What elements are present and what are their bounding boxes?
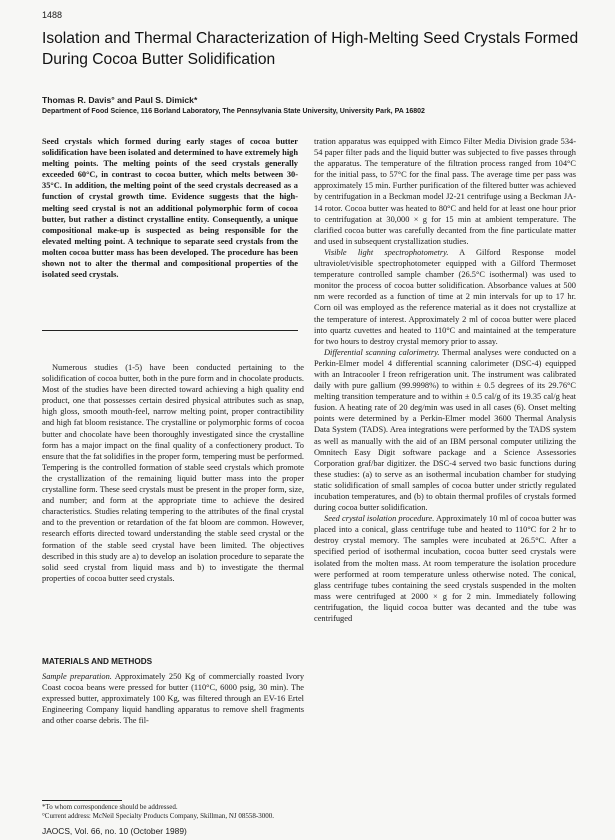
sample-prep-label: Sample preparation. [42,672,112,681]
spectrophotometry-text: A Gilford Response model ultraviolet/visible spectrophotometer equipped with a Gilford Thermoset temperature controlled sample chamber (26.5°C isothermal) was used to monitor the process of cocoa butter solidification. Absorbance values at 500 nm were recorded as a function of time at 2 min intervals for up to 17 hr. Corn oil was employed as the reference material as it does not crystallize at the temperature of interest. Approximately 2 ml of cocoa butter were placed into quartz cuvettes and heated to 110°C and maintained at the temperature for two hours to destroy crystal memory prior to assay. [314,247,576,346]
methods-section [42,671,304,787]
abstract: Seed crystals which formed during early stages of cocoa butter solidification have been isolated and determined to have extremely high melting points. The melting points of the seed crystals generally exceeded 60°C, in contrast to cocoa butter, which melts between 30-35°C. In addition, the melting point of the seed crystals decreased as a function of crystal growth time. Evidence suggests that the high-melting seed crystal is not an additional polymorphic form of cocoa butter, but rather a distinct crystalline entity. Consequently, a unique compositional make-up is suspected as being responsible for the elevated melting point. A technique to separate seed crystals from the molten cocoa butter mass has been developed. The procedure has been shown not to alter the thermal and compositional properties of the isolated seed crystals. [42,137,298,280]
author-line: Thomas R. Davis° and Paul S. Dimick* [42,95,198,105]
introduction-section [42,362,304,640]
isolation-label: Seed crystal isolation procedure. [324,514,435,524]
affiliation: Department of Food Science, 116 Borland Laboratory, The Pennsylvania State University, University Park, PA 16802 [42,108,425,115]
spectrophotometry-label: Visible light spectrophotometry. [324,247,449,257]
journal-footer: JAOCS, Vol. 66, no. 10 (October 1989) [42,826,187,836]
filtration-paragraph: tration apparatus was equipped with Eimco Filter Media Division grade 534-54 paper filter pads and the liquid butter was subjected to five passes through the apparatus. The temperature of the filtration process ranged from 104°C for the initial pass, to 57°C for the final pass. The average time per pass was approximately 15 min. Further purification of the filtered butter was achieved by centrifugation in a Beckman model J2-21 centrifuge using a Beckman JA-14 rotor. Cocoa butter was heated to 80°C and held for at least one hour prior to centrifugation at 30,000 × g for 15 min at ambient temperature. The clarified cocoa butter was carefully decanted from the fine particulate matter and used in subsequent crystallization studies. [314,137,576,246]
introduction-paragraph: Numerous studies (1-5) have been conducted pertaining to the solidification of cocoa butter, both in the pure form and in chocolate products. Most of the studies have been directed toward achieving a high quality end product, one that possesses certain desired physical attributes such as snap, high gloss, smooth mouth-feel, narrow melting point, proper contractibility and high fat bloom resistance. The crystalline or polymorphic forms of cocoa butter and chocolate have been thoroughly investigated since the crystalline form has a major impact on the final quality of a confectionery product. To ensure that the fat solidifies in the proper form, tempering must be performed. Tempering is the controlled formation of stable seed crystals which promote the crystallization of the remaining liquid butter mass into the proper crystalline form. These seed crystals must be present in the proper form, size, and number; and form at the appropriate time to achieve the desired characteristics. Studies relating tempering to the attributes of the final crystal and to the prevention or retardation of the fat bloom are common. However, research efforts directed toward understanding the stable seed crystal or the formation of the stable seed crystal have been limited. The objectives described in this study are a) to develop an isolation procedure to separate the solid seed crystal from liquid mass and b) to investigate the thermal properties of cocoa butter seed crystals. [42,363,304,583]
paper-title: Isolation and Thermal Characterization of High-Melting Seed Crystals Formed During Cocoa Butter Solidification [42,30,579,68]
dsc-text: Thermal analyses were conducted on a Perkin-Elmer model 4 differential scanning calorimeter (DSC-4) equipped with an Intracooler I freon refrigeration unit. The instrument was calibrated daily with pure gallium (99.9998%) to within ± 0.5 degrees of its 29.76°C melting transition temperature and to within ± 0.5 cal/g of its 19.35 cal/g heat fusion. A heating rate of 20 deg/min was used in all cases (6). Onset melting points were determined by a Perkin-Elmer model 3600 Thermal Analysis Data System (TADS). Area integrations were performed by the TADS system as well as manually with the aid of an IBM personal computer utilizing the Omnitech Easy Digit software package and a Science Assessories Corporation graf/bar digitizer. the DSC-4 served two basic functions during these studies: (a) to serve as an isothermal incubation chamber for studying static solidification of small samples of cocoa butter under strictly regulated incubation temperatures, and (b) to obtain thermal profiles of crystals formed during cocoa butter solidification. [314,347,576,513]
footnote-divider [42,800,122,801]
footnote-correspondence: *To whom correspondence should be addressed. [42,803,178,811]
isolation-text: Approximately 10 ml of cocoa butter was placed into a conical, glass centrifuge tube and heated to 110°C for 2 hr to destroy crystal memory. The samples were incubated at 26.5°C. After a specified period of isothermal incubation, cocoa butter seed crystals were isolated from the molten mass. At room temperature the isolation procedure were performed at room temperature unless otherwise noted. The conical, glass centrifuge tubes containing the seed crystals suspended in the molten mass were centrifuged at 2000 × g for 2 min. Immediately following centrifugation, the liquid cocoa butter was decanted and the tube was centrifuged [314,514,576,624]
abstract-divider [42,330,298,331]
materials-methods-heading: MATERIALS AND METHODS [42,657,153,666]
dsc-label: Differential scanning calorimetry. [324,347,440,357]
page-number: 1488 [42,10,63,20]
right-column [314,136,576,824]
footnote-address: °Current address: McNeil Specialty Products Company, Skillman, NJ 08558-3000. [42,812,274,820]
sample-prep-text: Approximately 250 Kg of commercially roasted Ivory Coast cocoa beans were pressed for butter (110°C, 6000 psig, 30 min). The expressed butter, approximately 100 Kg, was filtered through an EV-16 Ertel Engineering Company liquid handling apparatus to remove shell fragments and other coarse debris. The fil- [42,672,304,726]
